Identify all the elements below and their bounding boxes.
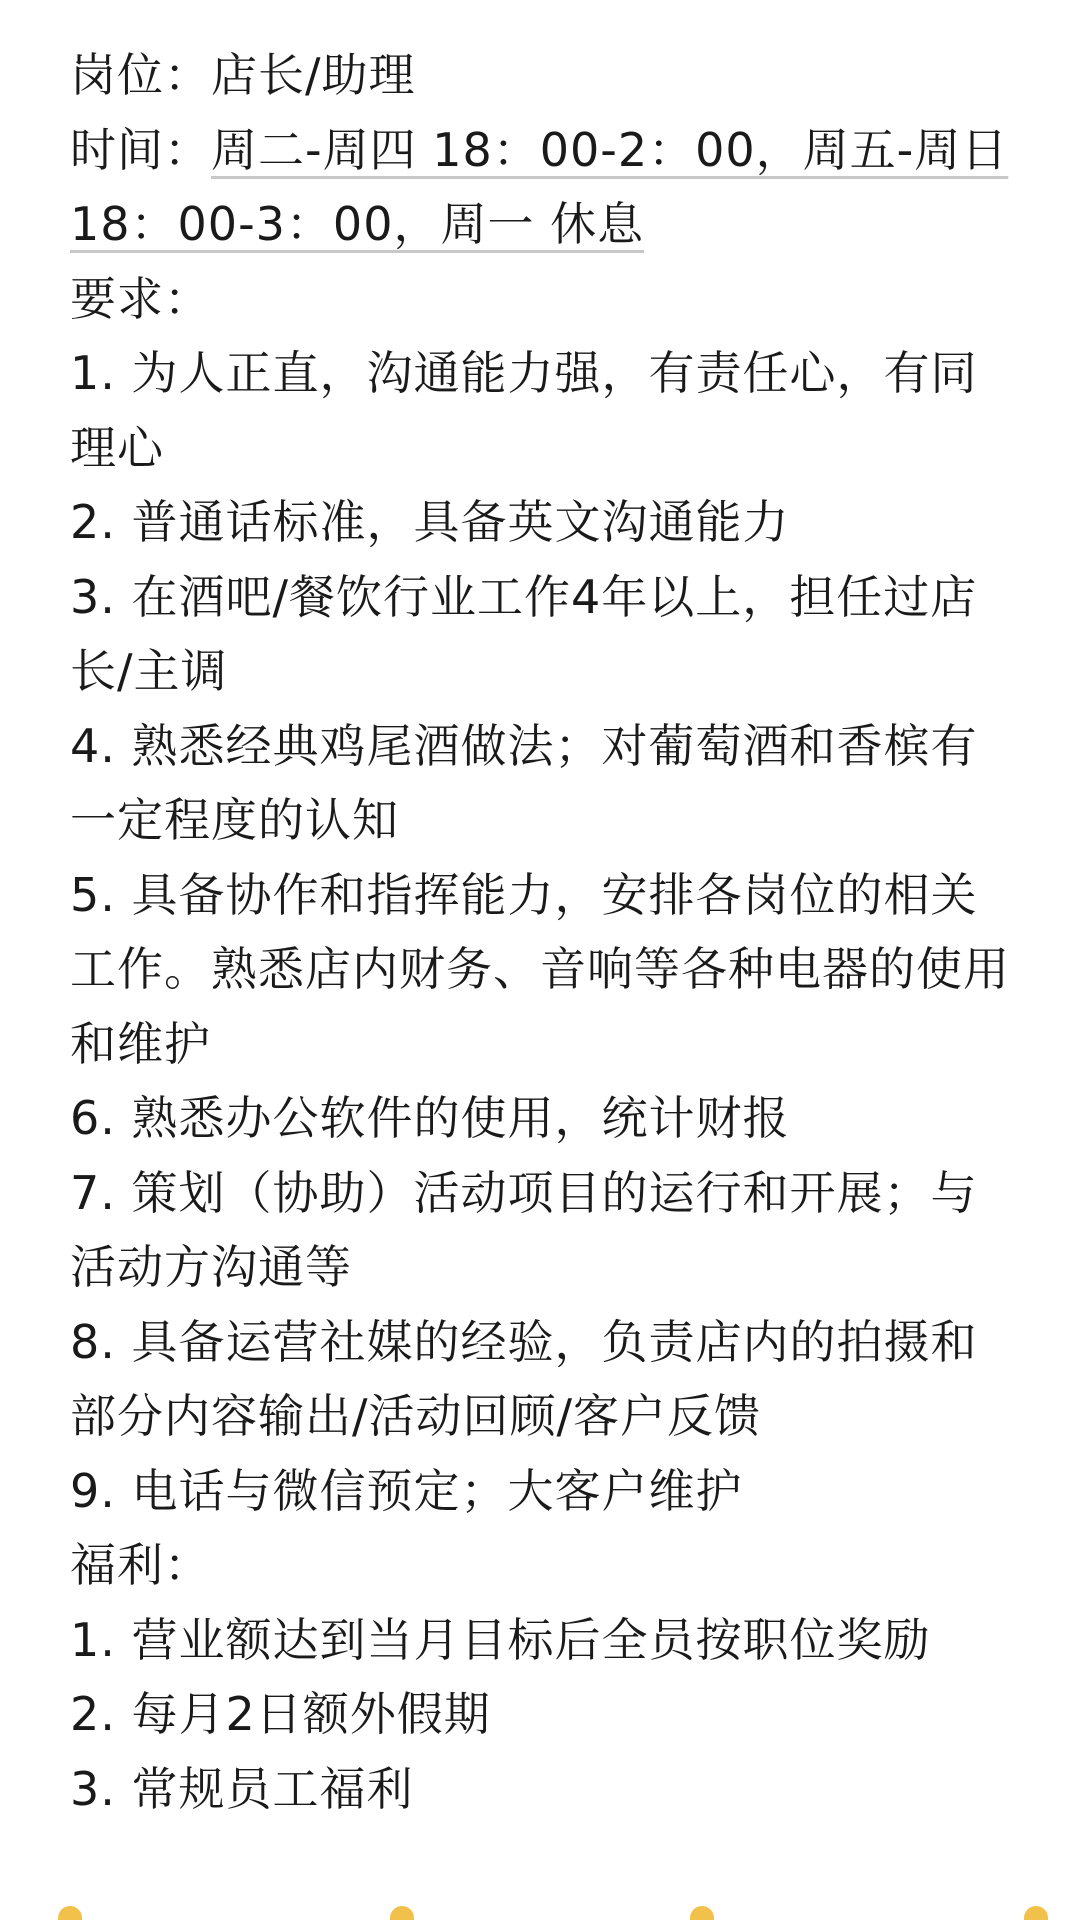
benefit-item: 3. 常规员工福利 — [70, 1761, 414, 1816]
requirement-item: 6. 熟悉办公软件的使用，统计财报 — [70, 1091, 790, 1145]
decorative-dot — [58, 1906, 82, 1920]
decorative-dot — [690, 1906, 714, 1920]
schedule-label: 时间： — [70, 122, 211, 177]
decorative-dot — [390, 1906, 414, 1920]
decorative-dot — [1024, 1906, 1048, 1920]
requirement-item: 8. 具备运营社媒的经验，负责店内的拍摄和部分内容输出/活动回顾/客户反馈 — [70, 1314, 978, 1443]
requirement-item: 5. 具备协作和指挥能力，安排各岗位的相关工作。熟悉店内财务、音响等各种电器的使用和维护 — [70, 867, 1010, 1071]
requirement-item: 4. 熟悉经典鸡尾酒做法；对葡萄酒和香槟有一定程度的认知 — [70, 718, 978, 847]
schedule-value: 周二-周四 18：00-2：00，周五-周日 18：00-3：00，周一 休息 — [70, 122, 1009, 251]
benefits-heading: 福利： — [70, 1538, 211, 1592]
requirement-item: 1. 为人正直，沟通能力强，有责任心，有同理心 — [70, 346, 978, 475]
requirement-item: 2. 普通话标准，具备英文沟通能力 — [70, 495, 790, 549]
job-post-text — [70, 38, 1010, 1826]
requirement-item: 7. 策划（协助）活动项目的运行和开展；与活动方沟通等 — [70, 1165, 978, 1294]
requirements-heading: 要求： — [70, 271, 211, 326]
requirement-item: 3. 在酒吧/餐饮行业工作4年以上，担任过店长/主调 — [70, 569, 978, 698]
benefit-item: 1. 营业额达到当月目标后全员按职位奖励 — [70, 1612, 931, 1667]
schedule-line — [70, 113, 1010, 262]
position-line: 岗位：店长/助理 — [70, 48, 416, 102]
benefit-item: 2. 每月2日额外假期 — [70, 1687, 491, 1741]
requirement-item: 9. 电话与微信预定；大客户维护 — [70, 1463, 743, 1518]
